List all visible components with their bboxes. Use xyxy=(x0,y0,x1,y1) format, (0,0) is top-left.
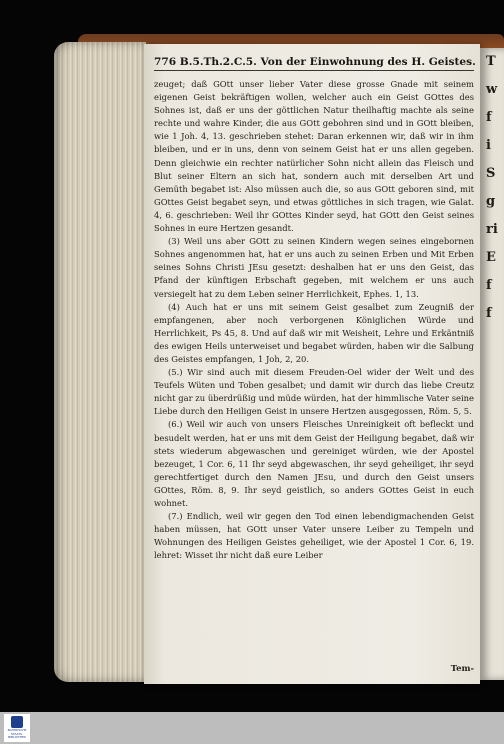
next-page-letter: E xyxy=(486,250,496,265)
library-logo-caption: BAYERISCHE STAATS-BIBLIOTHEK xyxy=(7,728,27,740)
page-body xyxy=(154,78,474,562)
next-page-letter: f xyxy=(486,306,492,321)
catchword: Tem- xyxy=(450,664,474,674)
paragraph-6: (7.) Endlich, weil wir gegen den Tod einen lebendigmachenden Geist haben müssen, hat GOtt unser Vater unsere Leiber zu Tempeln und Wohnungen des Heiligen Geistes geheiliget, wie der Apostel 1 Cor. 6, 19. lehret: Wisset ihr nicht daß eure Leiber xyxy=(154,511,474,561)
paragraph-4: (5.) Wir sind auch mit diesem Freuden-Oel wider der Welt und des Teufels Wüten und Toben gesalbet; und damit wir durch das liebe Creutz nicht gar zu überdrüßig und müde würden, hat der himmlische Vater seine Liebe durch den Heiligen Geist in unsere Hertzen ausgegossen, Röm. 5, 5. xyxy=(154,367,474,417)
paragraph-1: zeuget; daß GOtt unser lieber Vater diese grosse Gnade mit seinem eigenen Geist bekräftigen wollen, welcher auch ein Geist GOttes des Sohnes ist, daß er uns der göttlichen Natur theilhaftig machte als seine rechte und wahre Kinder, die aus GOtt gebohren sind und in GOtt bleiben, wie 1 Joh. 4, 13. geschrieben stehet: Daran erkennen wir, daß wir in ihm bleiben, und er in uns, denn von seinem Geist hat er uns allen gegeben. Denn gleichwie ein rechter natürlicher Sohn nicht allein das Fleisch und Blut seiner Eltern an sich hat, sondern auch mit derselben Art und Gemüth begabet ist: Also müssen auch die, so aus GOtt geboren sind, mit GOttes Geist begabet seyn, und etwas göttliches in sich tragen, wie Galat. 4, 6. geschrieben: Weil ihr GOttes Kinder seyd, hat GOtt den Geist seines Sohnes in eure Hertzen gesandt. xyxy=(154,79,474,234)
book-fore-edge xyxy=(54,42,146,682)
library-logo-icon xyxy=(11,716,23,728)
next-page-letter: g xyxy=(486,194,496,209)
next-page-letter: w xyxy=(486,82,498,97)
paragraph-5: (6.) Weil wir auch von unsers Fleisches Unreinigkeit oft befleckt und besudelt werden, hat er uns mit dem Geist der Heiligung begabet, daß wir stets wiederum abgewaschen und gereiniget würden, wie der Apostel bezeuget, 1 Cor. 6, 11 Ihr seyd abgewaschen, ihr seyd geheiliget, ihr seyd gerechtfertiget durch den Namen JEsu, und durch den Geist unsers GOttes, Röm. 8, 9. Ihr seyd geistlich, so anders GOttes Geist in euch wohnet. xyxy=(154,419,474,508)
next-page-letter: f xyxy=(486,278,492,293)
next-page-letter: i xyxy=(486,138,491,153)
book-page xyxy=(144,44,480,684)
next-page-edge xyxy=(480,48,504,680)
paragraph-2: (3) Weil uns aber GOtt zu seinen Kindern wegen seines eingebornen Sohnes angenommen hat, hat er uns auch zu seinen Erben und Mit Erben seines Sohns Christi JEsu gesetzt: deshalben hat er uns den Geist, das Pfand der künftigen Erbschaft gegeben, mit welchem er uns auch versiegelt hat zu dem Leben seiner Herrlichkeit, Ephes. 1, 13. xyxy=(154,236,474,299)
next-page-letter: ri xyxy=(486,222,498,237)
viewer-footer-bar xyxy=(0,712,504,744)
next-page-letter: T xyxy=(486,54,496,69)
library-logo xyxy=(4,714,30,742)
open-book xyxy=(48,34,504,684)
next-page-letter: S xyxy=(486,166,496,181)
running-header: 776 B.5.Th.2.C.5. Von der Einwohnung des H. Geistes. xyxy=(154,56,474,71)
paragraph-3: (4) Auch hat er uns mit seinem Geist gesalbet zum Zeugniß der empfangenen, aber noch verborgenen Königlichen Würde und Herrlichkeit, Ps 45, 8. Und auf daß wir mit Weisheit, Lehre und Erkäntniß des ewigen Heils unterweiset und begabet würden, haben wir die Salbung des Geistes empfangen, 1 Joh, 2, 20. xyxy=(154,301,474,364)
next-page-letter: f xyxy=(486,110,492,125)
